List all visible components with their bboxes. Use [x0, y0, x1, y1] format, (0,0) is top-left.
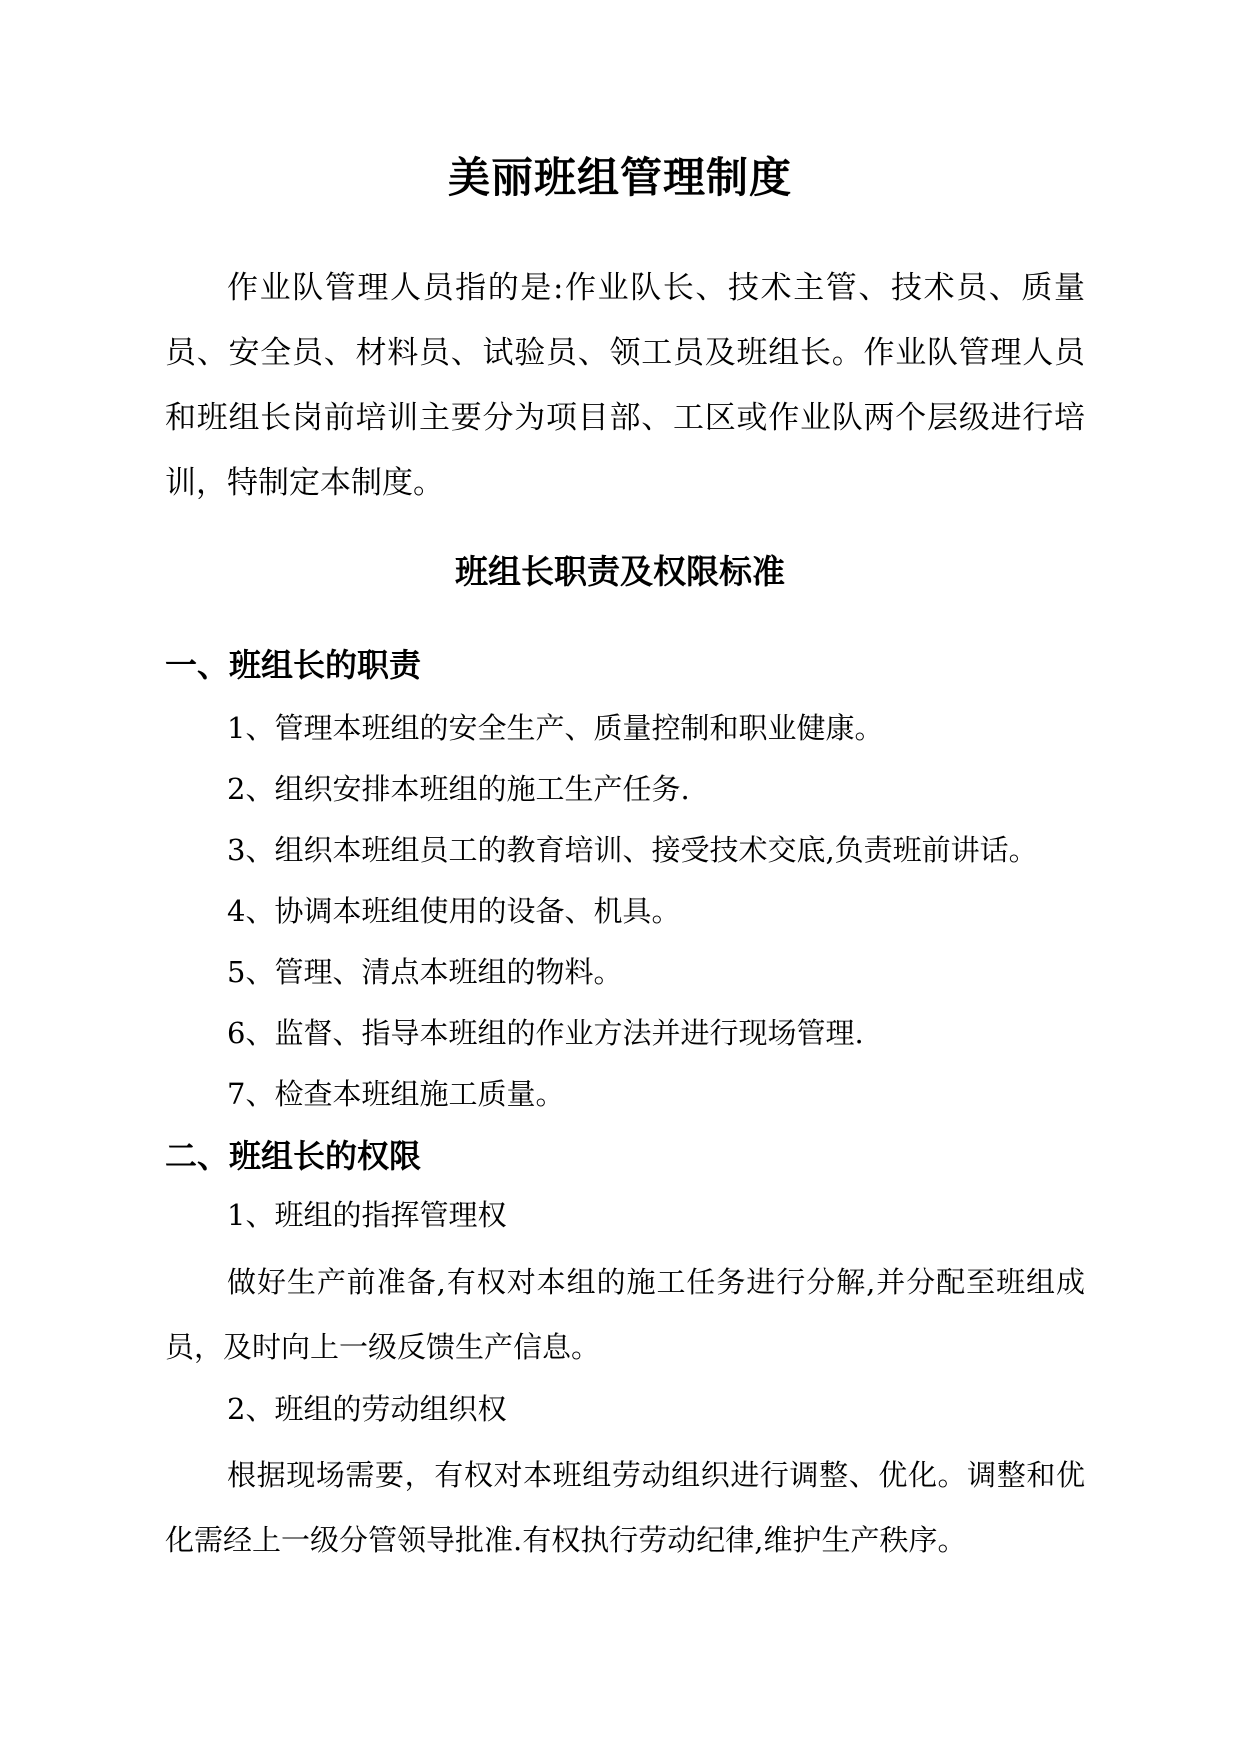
- authority-item-title: 1、班组的指挥管理权: [227, 1198, 507, 1232]
- authority-item-body: 根据现场需要，有权对本班组劳动组织进行调整、优化。调整和优化需经上一级分管领导批准.有权执行劳动纪律,维护生产秩序。: [165, 1458, 1085, 1557]
- document-title: 美丽班组管理制度: [447, 153, 792, 202]
- duty-item: 6、监督、指导本班组的作业方法并进行现场管理.: [227, 1016, 864, 1050]
- authority-item-body: 做好生产前准备,有权对本组的施工任务进行分解,并分配至班组成员，及时向上一级反馈生产信息。: [165, 1265, 1085, 1364]
- intro-paragraph: 作业队管理人员指的是:作业队长、技术主管、技术员、质量员、安全员、材料员、试验员、领工员及班组长。作业队管理人员和班组长岗前培训主要分为项目部、工区或作业队两个层级进行培训，特制定本制度。: [165, 270, 1085, 501]
- duty-item: 1、管理本班组的安全生产、质量控制和职业健康。: [227, 711, 884, 745]
- duties-list: [165, 703, 1085, 1130]
- duty-item: 4、协调本班组使用的设备、机具。: [227, 894, 681, 928]
- duty-item: 7、检查本班组施工质量。: [227, 1077, 565, 1111]
- duty-item: 2、组织安排本班组的施工生产任务.: [227, 772, 690, 806]
- section-heading-authority: 二、班组长的权限: [165, 1137, 422, 1175]
- duty-item: 5、管理、清点本班组的物料。: [227, 955, 623, 989]
- duty-item: 3、组织本班组员工的教育培训、接受技术交底,负责班前讲话。: [227, 833, 1038, 867]
- authority-item-title: 2、班组的劳动组织权: [227, 1392, 507, 1426]
- section-subtitle: 班组长职责及权限标准: [455, 552, 785, 591]
- section-heading-duties: 一、班组长的职责: [165, 646, 422, 684]
